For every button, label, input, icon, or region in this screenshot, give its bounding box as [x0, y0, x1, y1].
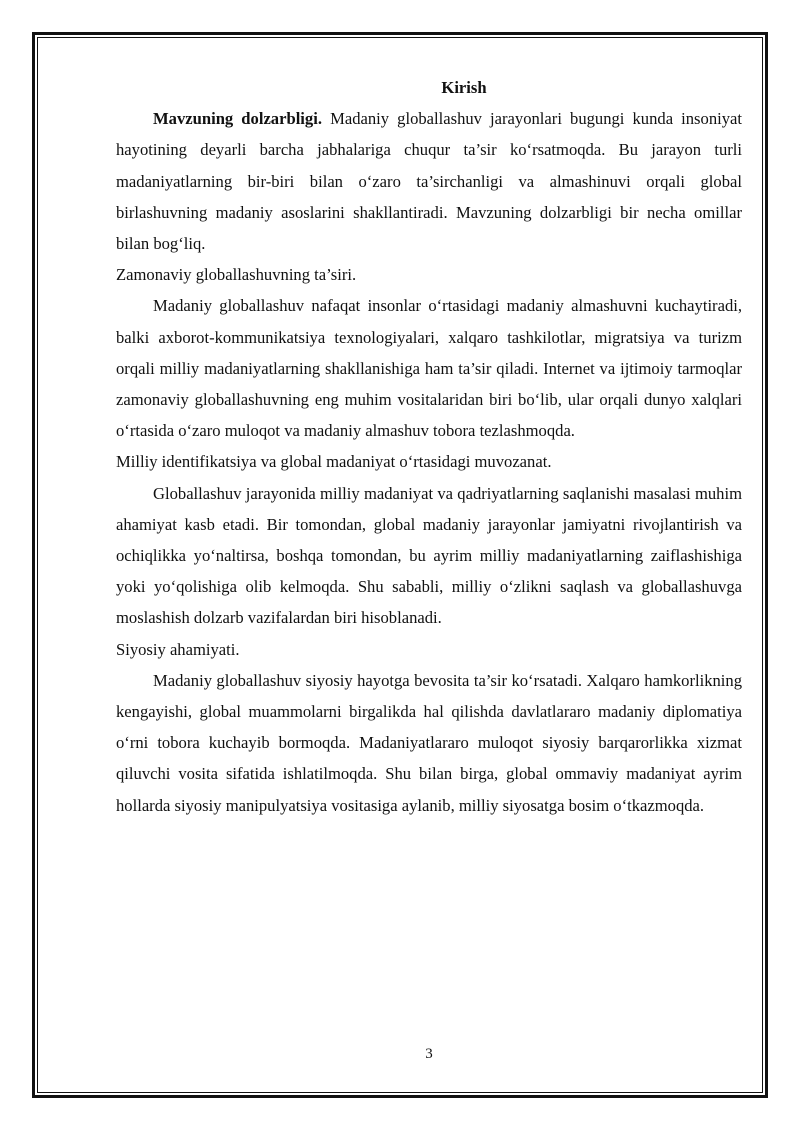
intro-paragraph	[116, 103, 742, 259]
section-paragraph-national-identity: Globallashuv jarayonida milliy madaniyat va qadriyatlarning saqlanishi masalasi muhim ahamiyat kasb etadi. Bir tomondan, global madaniy jarayonlar jamiyatni rivojlantirish va ochiqlikka yo‘naltirsa, boshqa tomondan, bu ayrim milliy madaniyatlarning zaiflashishiga yoki yo‘qolishiga olib kelmoqda. Shu sababli, milliy o‘zlikni saqlash va globallashuvga moslashish dolzarb vazifalardan biri hisoblanadi.	[116, 483, 742, 628]
page-title: Kirish	[441, 78, 487, 97]
intro-lead: Mavzuning dolzarbligi.	[153, 109, 322, 129]
section-heading-political-significance: Siyosiy ahamiyati.	[116, 639, 240, 659]
section-heading-globalization-impact: Zamonaviy globallashuvning ta’siri.	[116, 265, 357, 285]
section-heading-national-identity: Milliy identifikatsiya va global madaniyat o‘rtasidagi muvozanat.	[116, 452, 552, 472]
intro-text: Madaniy globallashuv jarayonlari bugungi kunda insoniyat hayotining deyarli barcha jabhalariga chuqur ta’sir ko‘rsatmoqda. Bu jarayon turli madaniyatlarning bir-biri bilan o‘zaro ta’sirchanligi va almashinuvi orqali global birlashuvning madaniy asoslarini shakllantiradi. Mavzuning dolzarbligi bir necha omillar bilan bog‘liq.	[116, 109, 742, 254]
page-number: 3	[425, 1046, 433, 1062]
section-paragraph-political-significance: Madaniy globallashuv siyosiy hayotga bevosita ta’sir ko‘rsatadi. Xalqaro hamkorlikning kengayishi, global muammolarni birgalikda hal qilishda davlatlararo madaniy diplomatiya o‘rni tobora kuchayib bormoqda. Madaniyatlararo muloqot siyosiy barqarorlikka xizmat qiluvchi vosita sifatida ishlatilmoqda. Shu bilan birga, global ommaviy madaniyat ayrim hollarda siyosiy manipulyatsiya vositasiga aylanib, milliy siyosatga bosim o‘tkazmoqda.	[116, 670, 742, 815]
section-paragraph-globalization-impact: Madaniy globallashuv nafaqat insonlar o‘rtasidagi madaniy almashuvni kuchaytiradi, balki axborot-kommunikatsiya texnologiyalari, xalqaro tashkilotlar, migratsiya va turizm orqali milliy madaniyatlarning shakllanishiga ham ta’sir qiladi. Internet va ijtimoiy tarmoqlar zamonaviy globallashuvning eng muhim vositalaridan biri bo‘lib, ular orqali dunyo xalqlari o‘rtasida o‘zaro muloqot va madaniy almashuv tobora tezlashmoqda.	[116, 296, 742, 441]
document-body	[116, 72, 742, 821]
